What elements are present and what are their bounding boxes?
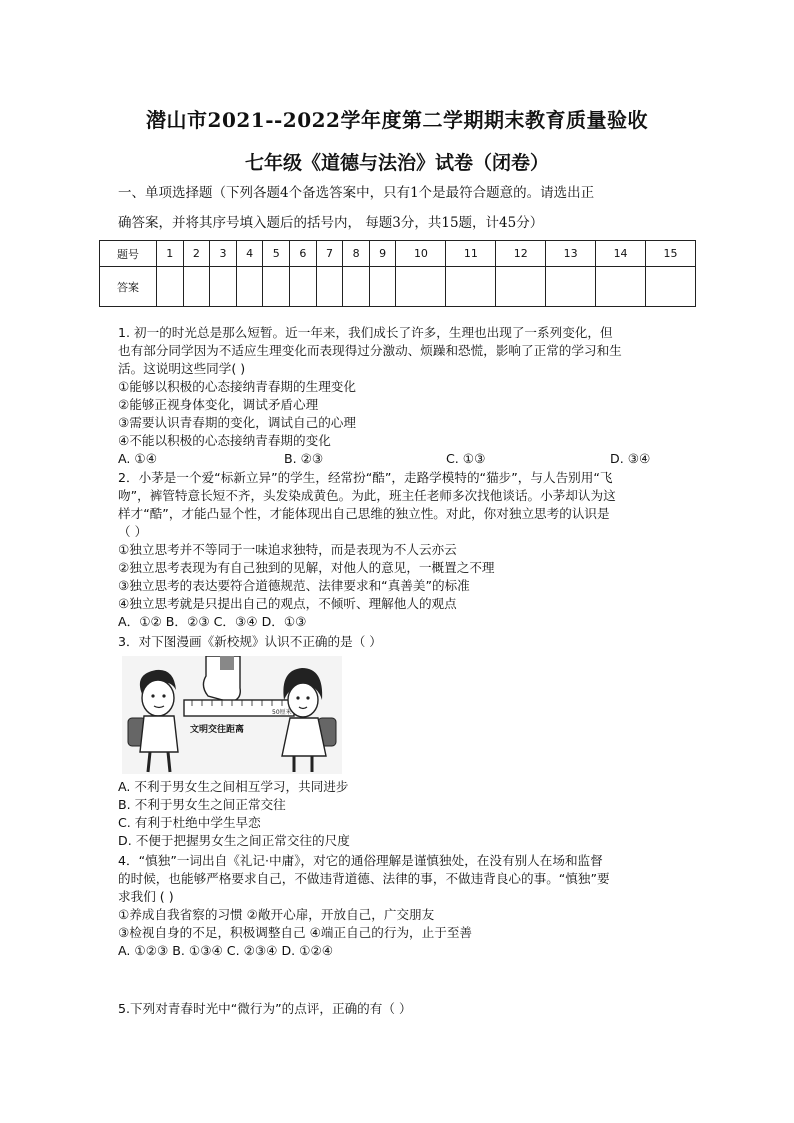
q3-options [118,778,680,850]
q1-line: ③需要认识青春期的变化，调试自己的心理 [118,415,356,430]
question-3 [118,633,680,651]
question-2 [118,469,680,631]
question-number-cell: 5 [263,241,290,267]
answer-cell[interactable] [290,267,317,307]
q1-options [118,450,680,468]
section-instructions [118,178,698,238]
q3-option-b[interactable]: B. 不利于男女生之间正常交往 [118,797,286,812]
q4-options[interactable]: A. ①②③ B. ①③④ C. ②③④ D. ①②④ [118,943,334,958]
exam-title: 潜山市2021--2022学年度第二学期期末教育质量验收 [146,108,648,132]
q2-line: ④独立思考就是只提出自己的观点，不倾听、理解他人的观点 [118,596,457,611]
exam-subtitle: 七年级《道德与法治》试卷（闭卷） [244,152,549,174]
q2-line: ②独立思考表现为有自己独到的见解，对他人的意见，一概置之不理 [118,560,495,575]
q1-line: ①能够以积极的心态接纳青春期的生理变化 [118,379,356,394]
question-number-cell: 14 [596,241,646,267]
question-number-cell: 10 [396,241,446,267]
answer-cell[interactable] [343,267,370,307]
q1-line: 活。这说明这些同学( ) [118,361,246,376]
q2-line: 样才“酷”，才能凸显个性，才能体现出自己思维的独立性。对此，你对独立思考的认识是 [118,506,610,521]
question-number-cell: 7 [316,241,343,267]
question-4 [118,852,680,960]
q4-line: 的时候，也能够严格要求自己，不做违背道德、法律的事，不做违背良心的事。“慎独”要 [118,871,610,886]
instruction-line-1: 一、单项选择题（下列各题4个备选答案中，只有1个是最符合题意的。请选出正 [118,185,595,201]
answer-cell[interactable] [496,267,546,307]
answer-cell[interactable] [157,267,184,307]
question-number-cell: 2 [183,241,210,267]
q3-option-c[interactable]: C. 有利于杜绝中学生早恋 [118,815,261,830]
answer-cell[interactable] [210,267,237,307]
comic-new-school-rules [122,656,342,774]
instruction-line-2: 确答案，并将其序号填入题后的括号内， 每题3分，共15题，计45分） [118,215,544,231]
answer-cell[interactable] [646,267,696,307]
q4-line: ①养成自我省察的习惯 ②敞开心扉，开放自己，广交朋友 [118,907,435,922]
q2-line: ③独立思考的表达要符合道德规范、法律要求和“真善美”的标准 [118,578,470,593]
answer-cell[interactable] [369,267,396,307]
answer-cell[interactable] [316,267,343,307]
q2-line: （ ） [118,524,148,539]
q2-line: 2．小茅是一个爱“标新立异”的学生，经常扮“酷”，走路学模特的“猫步”，与人告别用“飞 [118,470,613,485]
q1-line: 也有部分同学因为不适应生理变化而表现得过分激动、烦躁和恐慌，影响了正常的学习和生 [118,343,622,358]
question-number-cell: 6 [290,241,317,267]
q4-line: 4．“慎独”一词出自《礼记·中庸》，对它的通俗理解是谨慎独处，在没有别人在场和监督 [118,853,603,868]
q1-line: ②能够正视身体变化，调试矛盾心理 [118,397,319,412]
answer-table-number-row [100,241,696,267]
ruler-label: 50厘米 [272,709,292,716]
question-number-cell: 11 [446,241,496,267]
row-label-number: 题号 [100,241,157,267]
answer-cell[interactable] [596,267,646,307]
answer-cell[interactable] [396,267,446,307]
answer-cell[interactable] [236,267,263,307]
row-label-answer: 答案 [100,267,157,307]
answer-cell[interactable] [446,267,496,307]
question-number-cell: 15 [646,241,696,267]
question-number-cell: 12 [496,241,546,267]
answer-cell[interactable] [263,267,290,307]
q3-option-a[interactable]: A. 不利于男女生之间相互学习，共同进步 [118,779,349,794]
question-number-cell: 1 [157,241,184,267]
q2-line: 吻”，裤管特意长短不齐，头发染成黄色。为此，班主任老师多次找他谈话。小茅却认为这 [118,488,616,503]
answer-cell[interactable] [183,267,210,307]
q1-option-a[interactable]: A. ①④ [118,451,157,466]
q4-line: 求我们 ( ) [118,889,174,904]
answer-table [99,240,696,307]
q1-option-b[interactable]: B. ②③ [284,451,324,466]
question-number-cell: 9 [369,241,396,267]
question-5: 5.下列对青春时光中“微行为”的点评，正确的有（ ） [118,1001,412,1016]
q1-line: 1. 初一的时光总是那么短暂。近一年来，我们成长了许多，生理也出现了一系列变化，但 [118,325,613,340]
question-number-cell: 13 [546,241,596,267]
q4-line: ③检视自身的不足，积极调整自己 ④端正自己的行为，止于至善 [118,925,473,940]
q3-option-d[interactable]: D. 不便于把握男女生之间正常交往的尺度 [118,833,350,848]
answer-table-answer-row [100,267,696,307]
question-1 [118,324,680,468]
answer-cell[interactable] [546,267,596,307]
q3-stem: 3．对下图漫画《新校规》认识不正确的是（ ） [118,634,382,649]
q1-option-c[interactable]: C. ①③ [446,451,486,466]
q2-options[interactable]: A．①② B．②③ C．③④ D．①③ [118,614,307,629]
comic-caption: 文明交往距离 [190,725,245,735]
question-number-cell: 8 [343,241,370,267]
q2-line: ①独立思考并不等同于一味追求独特，而是表现为不人云亦云 [118,542,457,557]
q1-line: ④不能以积极的心态接纳青春期的变化 [118,433,331,448]
question-number-cell: 4 [236,241,263,267]
question-number-cell: 3 [210,241,237,267]
q1-option-d[interactable]: D. ③④ [610,451,651,466]
